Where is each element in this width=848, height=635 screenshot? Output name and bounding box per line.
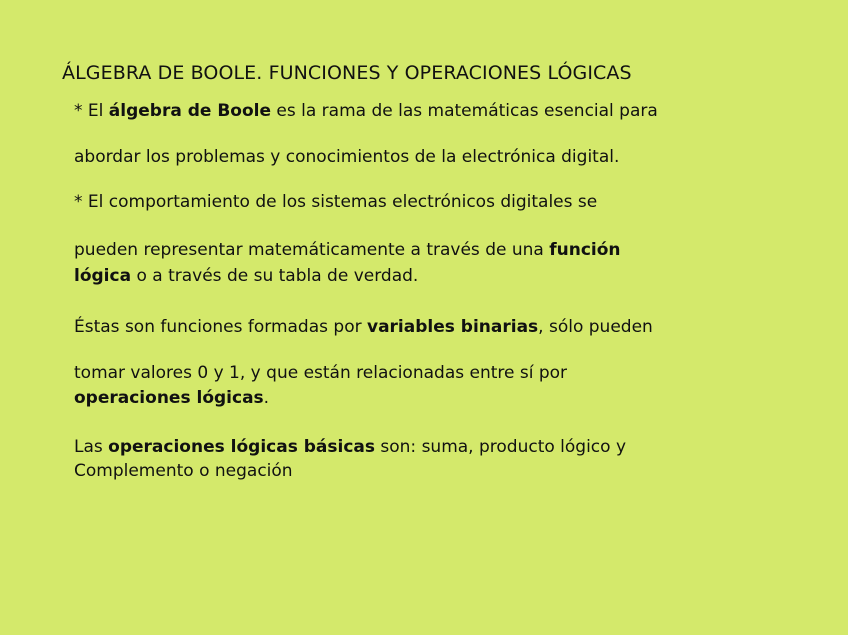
text-span: . bbox=[263, 388, 270, 408]
paragraph-3-line-1 bbox=[74, 317, 653, 337]
bold-term: función bbox=[549, 240, 621, 260]
paragraph-3-line-3 bbox=[74, 388, 269, 408]
text-span: * El bbox=[74, 101, 109, 121]
paragraph-2-line-1: * El comportamiento de los sistemas electrónicos digitales se bbox=[74, 192, 598, 212]
bold-term: operaciones lógicas bbox=[74, 388, 264, 408]
paragraph-1-line-2: abordar los problemas y conocimientos de la electrónica digital. bbox=[74, 147, 620, 167]
paragraph-4-line-1 bbox=[74, 437, 626, 457]
text-span: Éstas son funciones formadas por bbox=[74, 317, 367, 337]
text-span: o a través de su tabla de verdad. bbox=[131, 266, 419, 286]
slide-title: ÁLGEBRA DE BOOLE. FUNCIONES Y OPERACIONES LÓGICAS bbox=[62, 62, 632, 84]
bold-term: álgebra de Boole bbox=[108, 101, 272, 121]
text-span: pueden representar matemáticamente a través de una bbox=[74, 240, 550, 260]
paragraph-2-line-2 bbox=[74, 240, 621, 260]
text-span: Las bbox=[74, 437, 109, 457]
bold-term: variables binarias bbox=[366, 317, 539, 337]
text-span: es la rama de las matemáticas esencial para bbox=[271, 101, 658, 121]
text-span: , sólo pueden bbox=[538, 317, 653, 337]
paragraph-2-line-3 bbox=[74, 266, 418, 286]
bold-term: lógica bbox=[74, 266, 132, 286]
paragraph-1-line-1 bbox=[74, 101, 658, 121]
paragraph-3-line-2: tomar valores 0 y 1, y que están relacionadas entre sí por bbox=[74, 363, 568, 383]
text-span: son: suma, producto lógico y bbox=[375, 437, 627, 457]
bold-term: operaciones lógicas básicas bbox=[108, 437, 375, 457]
paragraph-4-line-2: Complemento o negación bbox=[74, 461, 293, 481]
